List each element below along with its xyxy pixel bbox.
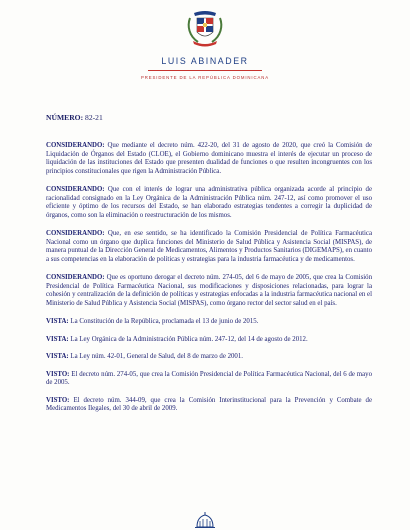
header-divider (148, 70, 262, 71)
paragraph-lead: CONSIDERANDO: (46, 186, 105, 193)
footer-emblem-icon (193, 511, 217, 529)
considerando-paragraph (46, 230, 372, 264)
visto-paragraph (46, 371, 372, 388)
paragraph-lead: VISTA: (46, 318, 69, 325)
paragraph-lead: VISTO: (46, 370, 70, 378)
decree-body (46, 142, 372, 423)
paragraph-text: La Constitución de la República, proclamada el 13 de junio de 2015. (68, 318, 259, 325)
paragraph-lead: VISTA: (46, 353, 69, 360)
paragraph-text: El decreto núm. 274-05, que crea la Comisión Presidencial de Política Farmacéutica Nacional, del 6 de mayo de 2005. (46, 370, 372, 386)
vista-paragraph (46, 318, 372, 327)
considerando-paragraph (46, 186, 372, 220)
visto-paragraph (46, 397, 372, 414)
paragraph-text: La Ley núm. 42-01, General de Salud, del 8 de marzo de 2001. (68, 353, 243, 360)
paragraph-lead: CONSIDERANDO: (46, 230, 105, 237)
paragraph-text: La Ley Orgánica de la Administración Pública núm. 247-12, del 14 de agosto de 2012. (68, 335, 308, 343)
paragraph-text: Que, en ese sentido, se ha identificado la Comisión Presidencial de Política Farmacéutica Nacional como un órgano que duplica funciones del Ministerio de Salud Pública y Asistencia Social (MISPAS), de manera puntual de la Dirección General de Medicamentos, Alimentos y Productos Sanitarios (DIGEMAPS), en cuanto a sus competencias en la elaboración de políticas y estrategias para la industria farmacéutica y de medicamentos. (46, 230, 372, 263)
vista-paragraph (46, 353, 372, 362)
paragraph-lead: VISTO: (46, 396, 70, 404)
paragraph-text: Que es oportuno derogar el decreto núm. 274-05, del 6 de mayo de 2005, que crea la Comisión Presidencial de Política Farmacéutica Nacional, sus modificaciones y disposiciones relacionadas, para lograr la cohesión y centralización de la definición de políticas y estrategias enfocadas a la industria farmacéutica nacional en el Ministerio de Salud Pública y Asistencia Social (MISPAS), como órgano rector del sector salud en el país. (46, 274, 372, 307)
vista-paragraph (46, 336, 372, 345)
paragraph-text: Que con el interés de lograr una administrativa pública organizada acorde al principio de racionalidad consignado en la Ley Orgánica de la Administración Pública núm. 247-12, así como promover el uso eficiente y óptimo de los recursos del Estado, se han elaborado estrategias tendentes a corregir la duplicidad de órganos, como son la eliminación o reestructuración de los mismos. (46, 186, 372, 219)
president-title: PRESIDENTE DE LA REPÚBLICA DOMINICANA (140, 75, 270, 80)
paragraph-text: Que mediante el decreto núm. 422-20, del 31 de agosto de 2020, que creó la Comisión de Liquidación de Órganos del Estado (CLOE), el Gobierno dominicano muestra el interés de ejecutar un proceso de liquidación de las instituciones del Estado que presenten dualidad de funciones o que resulten incongruentes con los principios constitucionales que rigen la Administración Pública. (46, 142, 372, 175)
coat-of-arms-icon (184, 8, 226, 48)
considerando-paragraph (46, 142, 372, 176)
president-name: LUIS ABINADER (161, 56, 249, 66)
considerando-paragraph (46, 274, 372, 308)
decree-number (46, 113, 103, 122)
decree-number-value: 82-21 (85, 113, 103, 122)
paragraph-lead: CONSIDERANDO: (46, 274, 105, 281)
decree-number-label: NÚMERO: (46, 113, 84, 122)
paragraph-lead: CONSIDERANDO: (46, 142, 105, 149)
paragraph-text: El decreto núm. 344-09, que crea la Comisión Interinstitucional para la Prevención y Combate de Medicamentos Ilegales, del 30 de abril de 2009. (46, 396, 372, 412)
paragraph-lead: VISTA: (46, 335, 69, 343)
